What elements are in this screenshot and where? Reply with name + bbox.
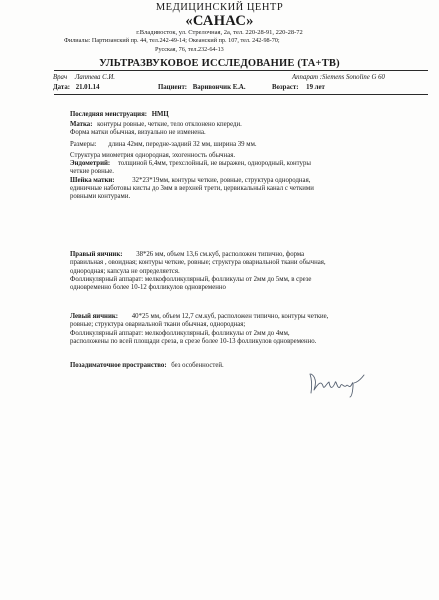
patient-name: Варивончик Е.А. — [192, 84, 246, 91]
retro-label: Позадиматочное пространство: — [70, 362, 167, 369]
center-name: МЕДИЦИНСКИЙ ЦЕНТР — [155, 2, 284, 13]
sizes-label: Размеры: — [70, 140, 97, 148]
cervix-label: Шейка матки: — [70, 176, 115, 184]
left-ovary-label: Левый яичник: — [70, 313, 119, 320]
retro-row — [70, 362, 224, 370]
left-ovary-section — [70, 313, 328, 346]
right-ovary-label: Правый яичник: — [70, 251, 123, 258]
left-ovary-line-1: 40*25 мм, объем 12,7 см.куб, расположен типично, контуры четкие, — [131, 313, 329, 320]
doctor-row — [53, 74, 115, 81]
age-label: Возраст: — [272, 84, 299, 91]
endometrium-label: Эндометрий: — [70, 160, 111, 168]
uterus-section — [70, 121, 314, 202]
main-address: г.Владивосток, ул. Стрелочная, 2а, тел. 220-28-91, 220-28-72 — [136, 29, 303, 36]
right-ovary-line-3: однородная; капсула не определяется. — [70, 267, 180, 275]
age-row — [272, 84, 325, 91]
meta-divider — [54, 94, 428, 95]
endometrium-line-2: четкие ровные. — [70, 168, 114, 176]
doctor-label: Врач — [53, 74, 68, 81]
uterus-label: Матка: — [70, 121, 93, 128]
uterus-line-1: контуры ровные, четкие, тело отклонено кпереди. — [97, 121, 242, 128]
cervix-line-3: ровными контурами. — [70, 193, 131, 201]
doctor-signature — [306, 366, 368, 398]
branches-line-2: Русская, 76, тел.232-64-13 — [155, 46, 224, 53]
lmp-value: НМЦ — [151, 111, 169, 118]
myometrium-line: Структура миометрия однородная, эхогенность обычная. — [70, 151, 236, 159]
patient-age: 19 лет — [306, 84, 325, 91]
right-ovary-line-1: 38*26 мм, объем 13,6 см.куб, расположен типично, форма — [136, 251, 305, 258]
doctor-name: Лаптева С.И. — [74, 74, 115, 81]
patient-label: Пациент: — [158, 84, 188, 91]
exam-date: 21.01.14 — [75, 84, 100, 91]
left-ovary-line-4: расположены по всей площади среза, в срезе более 10-13 фолликулов одновременно. — [70, 337, 317, 345]
left-ovary-line-2: ровные; структура овариальной ткани обычная, однородная; — [70, 321, 246, 329]
sizes-value: длина 42мм, передне-задний 32 мм, ширина 39 мм. — [108, 140, 257, 148]
left-ovary-line-3: Фолликулярный аппарат: мелкофолликулярный, фолликулы от 2мм до 4мм, — [70, 329, 290, 337]
right-ovary-line-4: Фолликулярный аппарат: мелкофолликулярный, фолликулы от 2мм до 5мм, в срезе — [70, 275, 312, 283]
lmp-row — [70, 111, 169, 119]
patient-row — [158, 84, 246, 91]
endometrium-line-1: толщиной 6,4мм, трехслойный, не выражен, однородный, контуры — [117, 160, 311, 168]
brand-name: «САНАС» — [185, 13, 254, 29]
lmp-label: Последняя менструация: — [70, 111, 148, 118]
title-divider — [54, 70, 428, 71]
branches-line-1: Филиалы: Партизанский пр. 44, тел.242-49-14; Океанский пр. 107, тел. 242-98-70; — [64, 37, 280, 44]
apparatus: Аппарат :Siemens Sonoline G 60 — [292, 74, 385, 81]
date-label: Дата: — [53, 84, 70, 91]
date-row — [53, 84, 99, 91]
report-title: УЛЬТРАЗВУКОВОЕ ИССЛЕДОВАНИЕ (ТА+ТВ) — [99, 58, 340, 69]
retro-value: без особенностей. — [171, 362, 224, 369]
uterus-line-2: Форма матки обычная, визуально не изменена. — [70, 129, 206, 137]
cervix-line-2: единичные наботовы кисты до 3мм в верхней трети, цервикальный канал с четкими — [70, 185, 314, 193]
right-ovary-line-5: одновременно более 10-12 фолликулов одновременно — [70, 284, 226, 292]
cervix-line-1: 32*23*19мм, контуры четкие, ровные, структура однородная, — [132, 176, 311, 184]
right-ovary-line-2: правильная , овоидная; контуры четкие, ровные; структура овариальной ткани обычная, — [70, 259, 326, 267]
right-ovary-section — [70, 251, 326, 292]
